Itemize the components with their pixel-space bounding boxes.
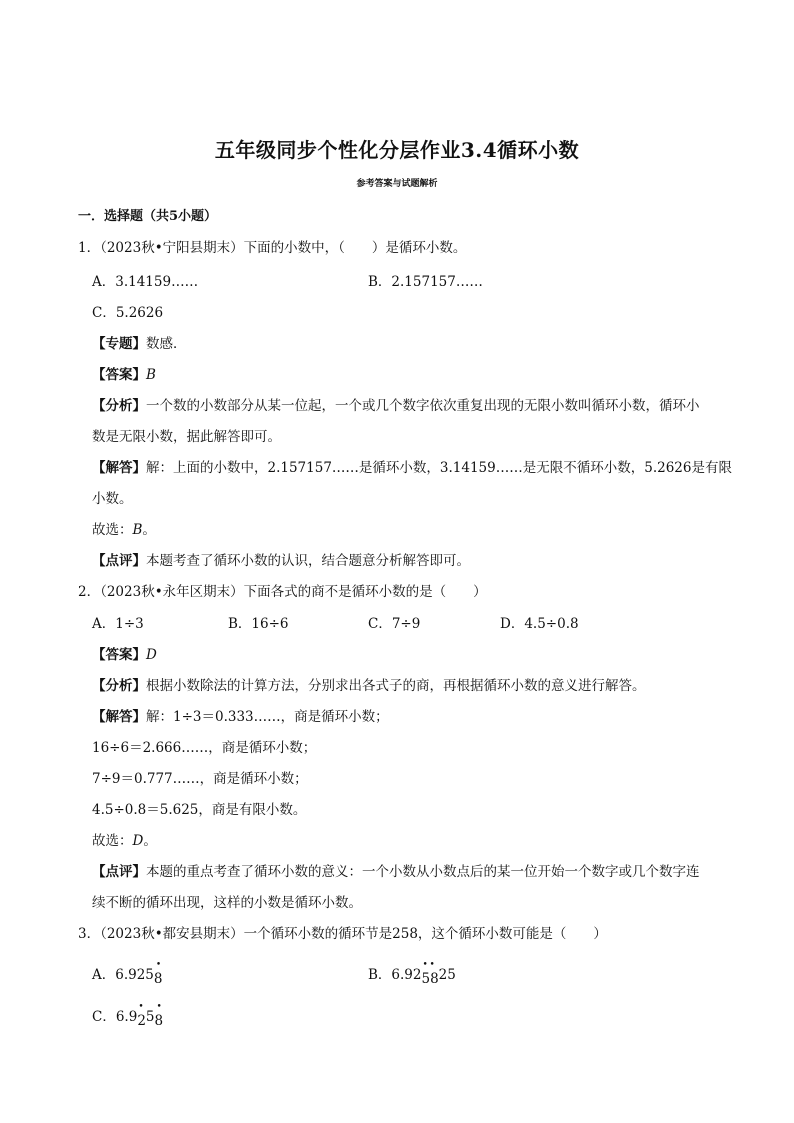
q3-option-b — [368, 960, 456, 987]
page-subtitle: 参考答案与试题解析 — [356, 179, 438, 189]
q3-option-c-label: C． — [92, 1009, 116, 1025]
q3-option-a-repeat — [153, 960, 163, 987]
q2-choice-suffix: 。 — [143, 833, 157, 849]
q3-stem: 3．（2023秋•都安县期末）一个循环小数的循环节是258，这个循环小数可能是（ ） — [78, 926, 607, 942]
q2-option-b: B．16÷6 — [228, 616, 289, 632]
q1-solution-text-1: 解：上面的小数中，2.157157……是循环小数，3.14159……是无限不循环小数，5.2626是有限 — [146, 460, 732, 476]
q1-choice-value: B — [132, 522, 143, 538]
q2-comment-line-1 — [92, 860, 700, 880]
q1-comment-tag: 【点评】 — [92, 553, 146, 569]
recurring-dot-icon: • — [429, 960, 435, 970]
q2-analysis-text: 根据小数除法的计算方法，分别求出各式子的商，再根据循环小数的意义进行解答。 — [146, 678, 646, 694]
q1-comment — [92, 549, 470, 569]
q2-choice — [92, 829, 157, 849]
q3-option-c-main: 6.9 — [115, 1009, 138, 1025]
q3-option-c-mid: 5 — [145, 1009, 155, 1025]
q2-option-d: D．4.5÷0.8 — [500, 616, 579, 632]
q1-option-c: C．5.2626 — [92, 305, 164, 321]
q1-solution-line-1 — [92, 456, 732, 476]
q3-option-c-repeat-end — [154, 1002, 164, 1029]
q2-comment-line-2: 续不断的循环出现，这样的小数是循环小数。 — [92, 895, 362, 911]
recurring-dot-icon: • — [156, 1002, 162, 1012]
q3-option-c-repeat-first: 2 — [137, 1013, 146, 1029]
q1-analysis-tag: 【分析】 — [92, 398, 146, 414]
q3-option-c — [92, 1002, 164, 1029]
q2-solution-line-3: 7÷9＝0.777……，商是循环小数； — [92, 771, 308, 787]
q2-solution-tag: 【解答】 — [92, 709, 146, 725]
q1-analysis-text-1: 一个数的小数部分从某一位起，一个或几个数字依次重复出现的无限小数叫循环小数，循环小 — [146, 398, 700, 414]
q3-option-b-label: B． — [368, 967, 392, 983]
q1-stem: 1．（2023秋•宁阳县期末）下面的小数中，（ ）是循环小数。 — [78, 240, 467, 256]
q3-option-b-main: 6.92 — [391, 967, 422, 983]
q2-choice-value: D — [132, 833, 144, 849]
q2-option-c: C．7÷9 — [368, 616, 421, 632]
q1-topic-tag: 【专题】 — [92, 336, 146, 352]
q3-option-a-repeat-digit: 8 — [153, 971, 163, 987]
q1-comment-text: 本题考查了循环小数的认识，结合题意分析解答即可。 — [146, 553, 470, 569]
q2-solution-line-2: 16÷6＝2.666……，商是循环小数； — [92, 740, 317, 756]
q2-analysis — [92, 674, 646, 694]
q1-topic — [92, 332, 187, 352]
q1-solution-line-2: 小数。 — [92, 491, 133, 507]
q2-solution-line-4: 4.5÷0.8＝5.625，商是有限小数。 — [92, 802, 307, 818]
q1-choice-prefix: 故选： — [92, 522, 133, 538]
q3-option-c-repeat-start — [137, 1002, 146, 1029]
q1-answer — [92, 363, 156, 383]
q3-option-b-repeat-digits: 58 — [421, 971, 439, 987]
q1-topic-text: 数感． — [146, 336, 187, 352]
q2-option-a: A．1÷3 — [92, 616, 144, 632]
q2-answer — [92, 643, 157, 663]
recurring-dot-icon: • — [422, 960, 428, 970]
q1-analysis-line-1 — [92, 394, 700, 414]
recurring-dot-icon: • — [138, 1002, 144, 1012]
q3-option-a-label: A． — [92, 967, 116, 983]
q3-option-a — [92, 960, 163, 987]
q1-choice — [92, 518, 156, 538]
q1-choice-suffix: 。 — [142, 522, 156, 538]
q2-stem: 2．（2023秋•永年区期末）下面各式的商不是循环小数的是（ ） — [78, 584, 487, 600]
q2-comment-text-1: 本题的重点考查了循环小数的意义：一个小数从小数点后的某一位开始一个数字或几个数字连 — [146, 864, 700, 880]
q1-answer-tag: 【答案】 — [92, 367, 146, 383]
q3-option-b-repeat — [421, 960, 439, 987]
q1-answer-value: B — [146, 367, 156, 383]
q3-option-c-repeat-last: 8 — [154, 1013, 164, 1029]
q1-analysis-line-2: 数是无限小数，据此解答即可。 — [92, 429, 281, 445]
q3-option-a-main: 6.925 — [115, 967, 154, 983]
q1-option-a: A．3.14159…… — [92, 274, 199, 290]
recurring-dot-icon: • — [155, 960, 162, 970]
q2-analysis-tag: 【分析】 — [92, 678, 146, 694]
section-heading: 一．选择题（共5小题） — [78, 209, 218, 224]
q2-choice-prefix: 故选： — [92, 833, 133, 849]
q2-solution-line-1 — [92, 705, 389, 725]
q2-solution-text-1: 解：1÷3＝0.333……，商是循环小数； — [146, 709, 389, 725]
q1-option-b: B．2.157157…… — [368, 274, 483, 290]
q2-answer-value: D — [146, 647, 157, 663]
q2-comment-tag: 【点评】 — [92, 864, 146, 880]
q1-solution-tag: 【解答】 — [92, 460, 146, 476]
q3-option-b-tail: 25 — [438, 967, 456, 983]
page-title: 五年级同步个性化分层作业3.4循环小数 — [214, 138, 580, 162]
q2-answer-tag: 【答案】 — [92, 647, 146, 663]
